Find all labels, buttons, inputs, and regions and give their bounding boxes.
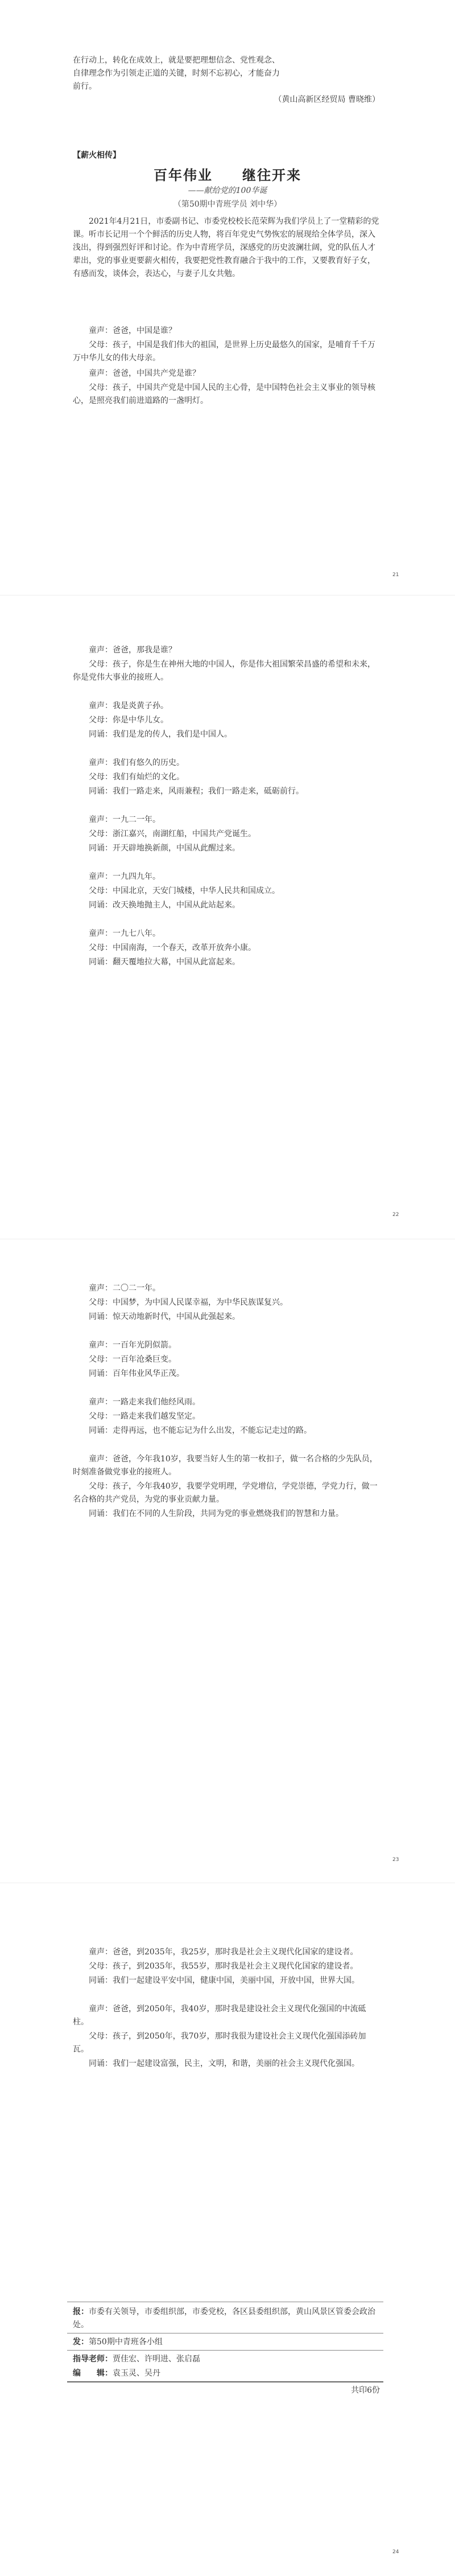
issue-text: 第50期中青班各小组 <box>89 2337 163 2347</box>
dialogue-line: 童声：我是炎黄子孙。 <box>89 701 168 710</box>
editor-text: 袁玉灵、吴丹 <box>113 2369 160 2378</box>
intro-paragraph: 2021年4月21日，市委副书记、市委党校校长范荣辉为我们学员上了一堂精彩的党课。听市长记用一个个鲜活的历史人物，将百年党史气势恢宏的展现给全体学员，深入浅出，得到强烈好评和讨论。作为中青班学员，深感党的历史波澜壮阔，党的队伍人才辈出，党的事业更要薪火相传，我要把党性教育融合于我中的工作，又要教育好子女，有感而发，谈体会，表达心，与妻子儿女共勉。 <box>73 217 379 278</box>
page-4 <box>0 1883 455 2576</box>
dialogue-line: 同诵：开天辟地换新颜，中国从此醒过来。 <box>89 844 240 853</box>
dialogue-line: 父母：中国北京，天安门城楼，中华人民共和国成立。 <box>89 886 280 895</box>
page-number: 24 <box>392 2549 399 2555</box>
page-3 <box>0 1239 455 1883</box>
dialogue-line: 父母：你是中华儿女。 <box>89 716 168 725</box>
page-number: 22 <box>392 1212 399 1218</box>
intro-continuation-line-2: 自律理念作为引领走正道的关键，时刻不忘初心，才能奋力 <box>73 69 280 78</box>
editor-line <box>73 2367 380 2380</box>
page-1 <box>0 0 455 595</box>
dialogue-line: 父母：一路走来我们越发坚定。 <box>89 1412 200 1421</box>
guide-text: 贾佳宏、许明进、张启磊 <box>113 2355 200 2364</box>
attribution: （黄山高新区经贸局 曹晓维） <box>274 95 380 104</box>
byline: （第50期中青班学员 刘中华） <box>173 200 282 209</box>
dialogue-line: 童声：一九二一年。 <box>89 815 160 824</box>
dialogue-line: 同诵：惊天动地新时代，中国从此强起来。 <box>89 1312 240 1321</box>
dialogue-line: 同诵：翻天覆地拉大幕，中国从此富起来。 <box>89 958 240 967</box>
editor-label: 编 辑： <box>73 2369 113 2378</box>
section-tag: 【薪火相传】 <box>73 151 121 160</box>
dialogue-line: 童声：爸爸，那我是谁？ <box>89 646 176 655</box>
dialogue-line: 父母：中国梦，为中国人民谋幸福，为中华民族谋复兴。 <box>89 1298 288 1307</box>
dialogue-line: 童声：爸爸，今年我10岁，我要当好人生的第一枚扣子，做一名合格的少先队员，时刻准备做党事业的接班人。 <box>73 1455 378 1477</box>
copies-count: 共印6份 <box>351 2386 380 2395</box>
article-title: 百年伟业 继往开来 <box>154 167 301 183</box>
dialogue-line: 父母：孩子，你是生在神州大地的中国人，你是伟大祖国繁荣昌盛的希望和未来，你是党伟大事业的接班人。 <box>73 660 375 682</box>
dialogue-line: 父母：孩子，到2050年，我70岁，那时我很为建设社会主义现代化强国添砖加瓦。 <box>73 2032 366 2054</box>
dialogue-line: 同诵：走得再远，也不能忘记为什么出发，不能忘记走过的路。 <box>89 1426 312 1435</box>
issue-label: 发： <box>73 2337 89 2347</box>
dialogue-line: 童声：一路走来我们他经风雨。 <box>89 1398 200 1407</box>
dialogue-line: 同诵：我们一起建设富强，民主，文明，和谐，美丽的社会主义现代化强国。 <box>89 2059 359 2068</box>
dialogue-line: 同诵：我们在不同的人生阶段，共同为党的事业燃烧我们的智慧和力量。 <box>89 1509 344 1518</box>
dialogue-line: 童声：爸爸，中国共产党是谁？ <box>89 369 200 378</box>
page-number: 23 <box>392 1857 399 1863</box>
dialogue-line: 童声：一九七八年。 <box>89 929 160 938</box>
page-2 <box>0 595 455 1239</box>
dialogue-line: 同诵：百年伟业风华正茂。 <box>89 1369 184 1378</box>
dialogue-line: 父母：浙江嘉兴，南湖红船，中国共产党诞生。 <box>89 829 256 839</box>
distribution-bottom-rule <box>67 2381 383 2382</box>
dialogue-line: 童声：一九四九年。 <box>89 872 160 881</box>
dialogue-line: 父母：我们有灿烂的文化。 <box>89 773 184 782</box>
dialogue-line: 父母：孩子，到2035年，我55岁，那时我是社会主义现代化国家的建设者。 <box>89 1962 358 1971</box>
intro-continuation-line-1: 在行动上，转化在成效上，就是要把理想信念、党性观念、 <box>73 56 280 65</box>
dialogue-line: 父母：孩子，中国是我们伟大的祖国，是世界上历史最悠久的国家，是哺育千千万万中华儿女的伟大母亲。 <box>73 340 375 363</box>
dialogue-line: 童声：一百年光阴似箭。 <box>89 1341 176 1350</box>
issue-to-line <box>73 2336 380 2349</box>
intro-continuation-line-3: 前行。 <box>73 82 97 91</box>
page-number: 21 <box>392 572 399 578</box>
send-label: 报： <box>73 2307 89 2316</box>
dialogue-line: 童声：二〇二一年。 <box>89 1284 160 1293</box>
dialogue-line: 童声：爸爸，到2035年，我25岁，那时我是社会主义现代化国家的建设者。 <box>89 1948 358 1957</box>
dialogue-line: 同诵：我们是龙的传人，我们是中国人。 <box>89 730 232 739</box>
send-text: 市委有关领导，市委组织部，市委党校，各区县委组织部，黄山风景区管委会政治处。 <box>73 2307 375 2330</box>
dialogue-line: 同诵：我们一起建设平安中国，健康中国，美丽中国，开放中国，世界大国。 <box>89 1976 359 1985</box>
dialogue-line: 童声：我们有悠久的历史。 <box>89 758 184 767</box>
article-subtitle: ——献给党的100华诞 <box>188 186 267 195</box>
send-to-line <box>73 2306 380 2332</box>
dialogue-line: 同诵：改天换地抛主人，中国从此站起来。 <box>89 901 240 910</box>
dialogue-line: 父母：一百年沧桑巨变。 <box>89 1355 176 1364</box>
dialogue-line: 父母：孩子，今年我40岁，我要学党明理，学党增信，学党崇德，学党力行，做一名合格的共产党员，为党的事业贡献力量。 <box>73 1482 378 1504</box>
dialogue-line: 同诵：我们一路走来，风雨兼程；我们一路走来，砥砺前行。 <box>89 787 304 796</box>
dialogue-line: 童声：爸爸，中国是谁？ <box>89 326 176 335</box>
guide-label: 指导老师： <box>73 2355 113 2364</box>
distribution-rule <box>67 2350 383 2351</box>
guide-line <box>73 2353 380 2366</box>
dialogue-line: 父母：中国南海，一个春天，改革开放奔小康。 <box>89 943 256 952</box>
dialogue-line: 童声：爸爸，到2050年，我40岁，那时我是建设社会主义现代化强国的中流砥柱。 <box>73 2004 366 2027</box>
dialogue-line: 父母：孩子，中国共产党是中国人民的主心骨，是中国特色社会主义事业的领导核心，是照亮我们前进道路的一盏明灯。 <box>73 383 375 405</box>
